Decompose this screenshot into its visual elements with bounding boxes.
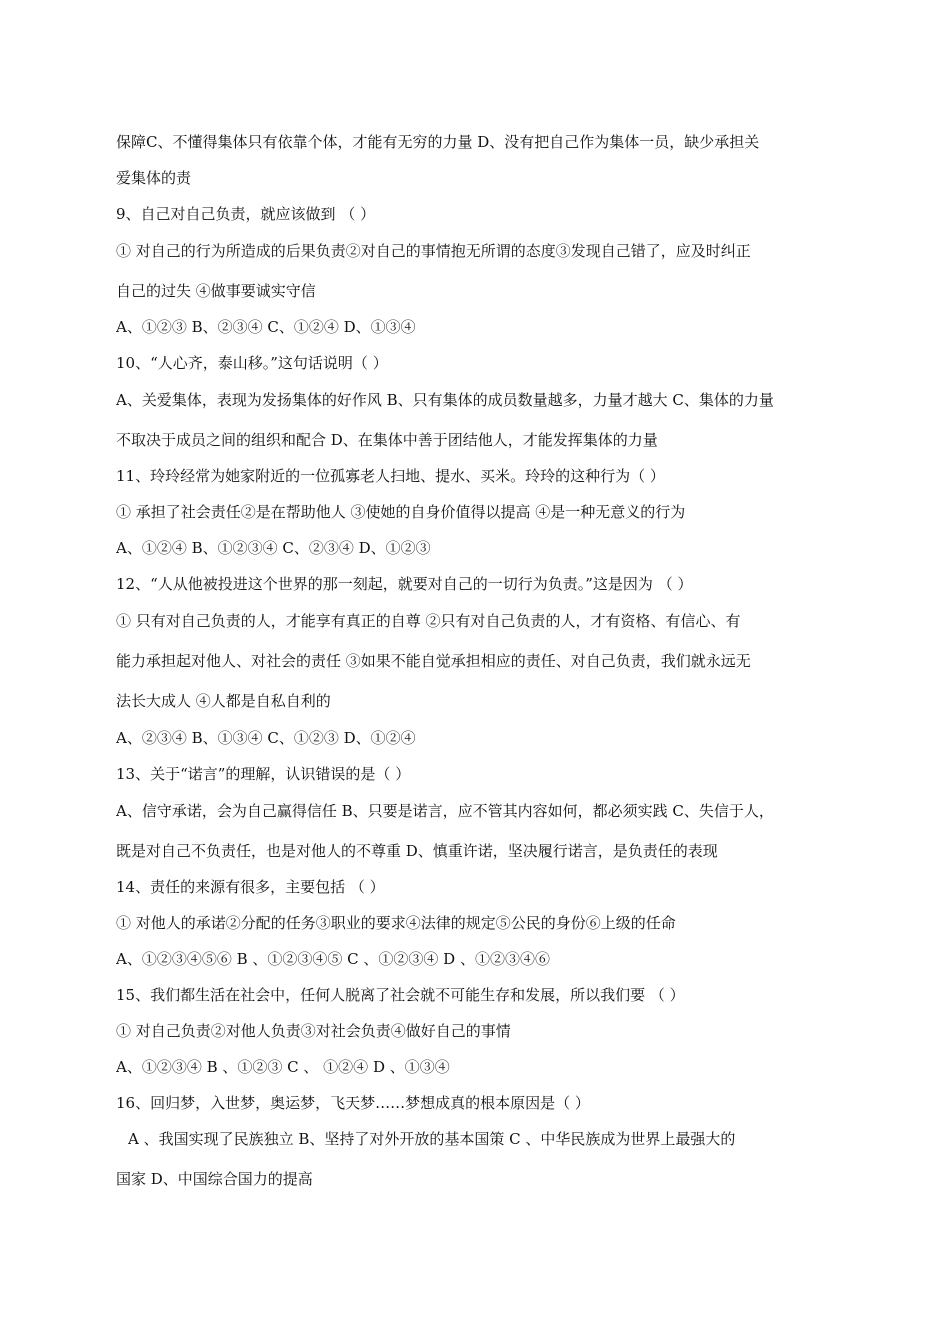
question-14: 14、责任的来源有很多，主要包括 （ ） [116,878,385,896]
question-10: 10、“人心齐，泰山移。”这句话说明（ ） [116,354,388,372]
text-line: A、关爱集体，表现为发扬集体的好作风 B、只有集体的成员数量越多，力量才越大 C、集体的力量 [116,391,774,409]
options-line: A、①②③④⑤⑥ B 、①②③④⑤ C 、①②③④ D 、①②③④⑥ [116,950,550,968]
text-line: 保障C、不懂得集体只有依靠个体，才能有无穷的力量 D、没有把自己作为集体一员，缺少承担关 [116,133,760,151]
text-line: ① 对他人的承诺②分配的任务③职业的要求④法律的规定⑤公民的身份⑥上级的任命 [116,914,676,932]
text-line: 国家 D、中国综合国力的提高 [116,1170,313,1188]
options-line: A、①②④ B、①②③④ C、②③④ D、①②③ [116,539,431,557]
text-line: A、信守承诺，会为自己赢得信任 B、只要是诺言，应不管其内容如何，都必须实践 C、失信于人， [116,802,774,820]
text-line: 不取决于成员之间的组织和配合 D、在集体中善于团结他人，才能发挥集体的力量 [116,431,658,449]
question-16: 16、回归梦，入世梦，奥运梦，飞天梦……梦想成真的根本原因是（ ） [116,1094,590,1112]
question-12: 12、“人从他被投进这个世界的那一刻起，就要对自己的一切行为负责。”这是因为 （ ） [116,575,693,593]
text-line: 爱集体的责 [116,169,192,187]
options-line: A、①②③④ B 、①②③ C 、 ①②④ D 、①③④ [116,1058,450,1076]
text-line: A 、我国实现了民族独立 B、坚持了对外开放的基本国策 C 、中华民族成为世界上最强大的 [128,1130,736,1148]
options-line: A、②③④ B、①③④ C、①②③ D、①②④ [116,729,416,747]
text-line: ① 只有对自己负责的人，才能享有真正的自尊 ②只有对自己负责的人，才有资格、有信心、有 [116,612,741,630]
text-line: ① 承担了社会责任②是在帮助他人 ③使她的自身价值得以提高 ④是一种无意义的行为 [116,503,686,521]
text-line: 法长大成人 ④人都是自私自利的 [116,692,331,710]
text-line: ① 对自己负责②对他人负责③对社会负责④做好自己的事情 [116,1022,511,1040]
question-15: 15、我们都生活在社会中，任何人脱离了社会就不可能生存和发展，所以我们要 （ ） [116,986,685,1004]
text-line: 自己的过失 ④做事要诚实守信 [116,282,316,300]
text-line: ① 对自己的行为所造成的后果负责②对自己的事情抱无所谓的态度③发现自己错了，应及时纠正 [116,242,751,260]
text-line: 既是对自己不负责任，也是对他人的不尊重 D、慎重许诺，坚决履行诺言，是负责任的表现 [116,842,718,860]
text-line: 能力承担起对他人、对社会的责任 ③如果不能自觉承担相应的责任、对自己负责，我们就永远无 [116,652,751,670]
question-11: 11、玲玲经常为她家附近的一位孤寡老人扫地、提水、买米。玲玲的这种行为（ ） [116,467,665,485]
question-13: 13、关于“诺言”的理解，认识错误的是（ ） [116,765,411,783]
question-9: 9、自己对自己负责，就应该做到 （ ） [116,205,376,223]
options-line: A、①②③ B、②③④ C、①②④ D、①③④ [116,318,416,336]
